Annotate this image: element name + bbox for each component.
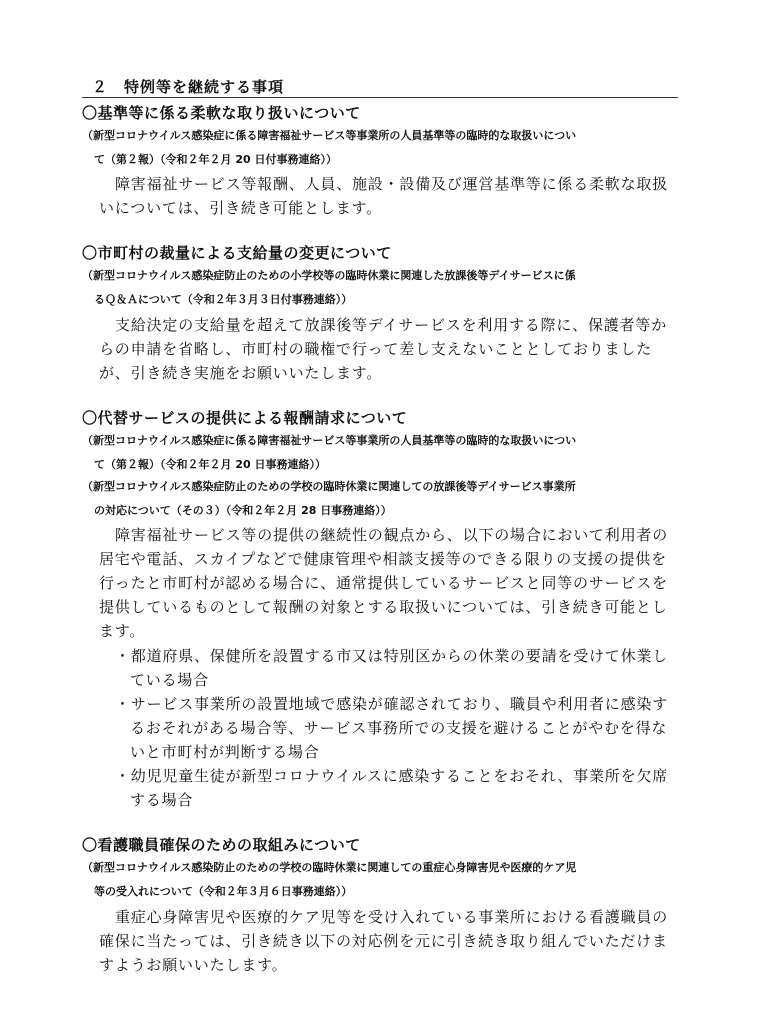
reference-line: の対応について（その３）（令和２年２月 28 日事務連絡）） (94, 504, 392, 517)
body-paragraph-line: いについては、引き続き可能とします。 (99, 199, 382, 217)
bullet-item-continuation: いと市町村が判断する場合 (130, 743, 320, 761)
bullet-item: ・幼児児童生徒が新型コロナウイルスに感染することをおそれ、事業所を欠席 (115, 767, 669, 785)
bullet-item: ・サービス事業所の設置地域で感染が確認されており、職員や利用者に感染す (115, 695, 669, 713)
reference-line: （新型コロナウイルス感染症に係る障害福祉サービス等事業所の人員基準等の臨時的な取扱いについ (82, 129, 577, 142)
body-paragraph-line: 行ったと市町村が認める場合に、通常提供しているサービスと同等のサービスを (99, 574, 668, 592)
body-paragraph-line: 重症心身障害児や医療的ケア児等を受け入れている事業所における看護職員の (115, 908, 669, 926)
body-paragraph-line: すようお願いいたします。 (99, 956, 288, 974)
reference-line: （新型コロナウイルス感染症防止のための小学校等の臨時休業に関連した放課後等デイサービスに係 (82, 269, 576, 282)
reference-line: 等の受入れについて（令和２年３月６日事務連絡）） (94, 885, 353, 898)
reference-line: （新型コロナウイルス感染症防止のための学校の臨時休業に関連しての放課後等デイサービス事業所 (82, 480, 576, 493)
body-paragraph-line: 支給決定の支給量を超えて放課後等デイサービスを利用する際に、保護者等か (115, 316, 667, 334)
section-title-flexible-handling: 〇基準等に係る柔軟な取り扱いについて (82, 104, 361, 122)
section-title-alternative-service: 〇代替サービスの提供による報酬請求について (82, 409, 408, 427)
section-title-municipal-discretion: 〇市町村の裁量による支給量の変更について (82, 244, 392, 262)
reference-line: （新型コロナウイルス感染防止のための学校の臨時休業に関連しての重症心身障害児や医療的ケア児 (82, 861, 577, 874)
reference-line: て（第２報）（令和２年２月 20 日事務連絡）） (94, 458, 326, 471)
body-paragraph-line: が、引き続き実施をお願いいたします。 (99, 364, 383, 382)
body-paragraph-line: 障害福祉サービス等の提供の継続性の観点から、以下の場合において利用者の (115, 526, 669, 544)
body-paragraph-line: ます。 (99, 622, 146, 640)
bullet-item: ・都道府県、保健所を設置する市又は特別区からの休業の要請を受けて休業し (115, 647, 669, 665)
section-heading: ２ 特例等を継続する事項 (92, 78, 285, 96)
body-paragraph-line: 確保に当たっては、引き続き以下の対応例を元に引き続き取り組んでいただけま (99, 932, 668, 950)
reference-line: て（第２報）（令和２年２月 20 日付事務連絡）） (94, 153, 337, 166)
reference-line: （新型コロナウイルス感染症に係る障害福祉サービス等事業所の人員基準等の臨時的な取扱いについ (82, 434, 577, 447)
body-paragraph-line: 障害福祉サービス等報酬、人員、施設・設備及び運営基準等に係る柔軟な取扱 (115, 175, 669, 193)
body-paragraph-line: 提供しているものとして報酬の対象とする取扱いについては、引き続き可能とし (99, 598, 668, 616)
reference-line: るＱ＆Ａについて（令和２年３月３日付事務連絡）） (94, 293, 353, 306)
bullet-item-continuation: する場合 (130, 791, 194, 809)
heading-divider (82, 97, 678, 98)
body-paragraph-line: らの申請を省略し、市町村の職権で行って差し支えないこととしておりました (99, 340, 653, 358)
body-paragraph-line: 居宅や電話、スカイプなどで健康管理や相談支援等のできる限りの支援の提供を (99, 550, 667, 568)
bullet-item-continuation: ている場合 (130, 671, 210, 689)
section-title-nursing-staff: 〇看護職員確保のための取組みについて (82, 836, 361, 854)
bullet-item-continuation: るおそれがある場合等、サービス事務所での支援を避けることがやむを得な (130, 719, 668, 737)
